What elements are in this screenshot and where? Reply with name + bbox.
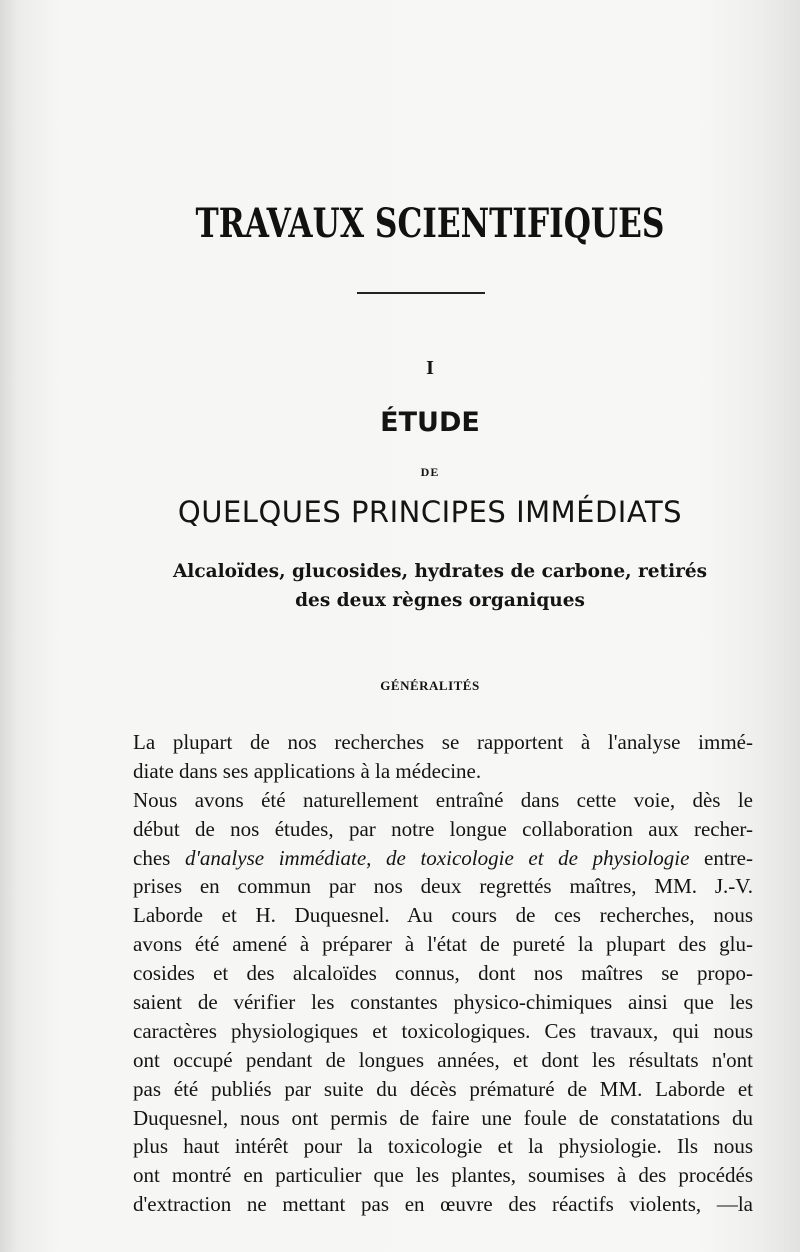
paragraph-line: diate dans ses applications à la médecine. [133, 758, 482, 783]
paragraph-line: Duquesnel, nous ont permis de faire une foule de constatations du [133, 1105, 753, 1130]
paragraph-line-with-italic [133, 844, 753, 873]
main-title: TRAVAUX SCIENTIFIQUES [195, 200, 665, 247]
paragraph-line: prises en commun par nos deux regrettés maîtres, MM. J.-V. [133, 874, 753, 899]
section-connector: DE [420, 465, 440, 479]
section-number: I [426, 357, 434, 379]
subtitle-line: Alcaloïdes, glucosides, hydrates de carbone, retirés [172, 561, 708, 582]
line-end: entre- [689, 845, 753, 870]
paragraph-line: La plupart de nos recherches se rapportent à l'analyse immé- [133, 730, 753, 754]
paragraph-line: saient de vérifier les constantes physico-chimiques ainsi que les [133, 990, 753, 1015]
paragraph-line: ont montré en particulier que les plantes, soumises à des procédés [133, 1163, 753, 1188]
section-title: ÉTUDE [380, 407, 480, 438]
paragraph-line: Nous avons été naturellement entraîné dans cette voie, dès le [133, 787, 753, 812]
section-subject: QUELQUES PRINCIPES IMMÉDIATS [177, 495, 683, 529]
paragraph-line: début de nos études, par notre longue collaboration aux recher- [133, 816, 753, 841]
paragraph-line: Laborde et H. Duquesnel. Au cours de ces recherches, nous [133, 903, 753, 928]
paragraph-line: ont occupé pendant de longues années, et dont les résultats n'ont [133, 1047, 753, 1072]
paragraph-line: plus haut intérêt pour la toxicologie et la physiologie. Ils nous [133, 1134, 753, 1159]
subtitle-line: des deux règnes organiques [295, 590, 585, 611]
title-divider [357, 292, 485, 294]
paragraph-line: avons été amené à préparer à l'état de pureté la plupart des glu- [133, 932, 753, 957]
subheading-generalites: GÉNÉRALITÉS [380, 678, 480, 693]
body-text [133, 728, 753, 1219]
paragraph-line: caractères physiologiques et toxicologiques. Ces travaux, qui nous [133, 1018, 753, 1043]
section-subtitle [140, 557, 740, 615]
italic-phrase: d'analyse immédiate, de toxicologie et de physiologie [184, 845, 690, 870]
paragraph-line: cosides et des alcaloïdes connus, dont nos maîtres se propo- [133, 961, 753, 986]
line-start: ches [133, 845, 185, 870]
paragraph-line: pas été publiés par suite du décès prématuré de MM. Laborde et [133, 1076, 753, 1101]
paragraph-line: d'extraction ne mettant pas en œuvre des réactifs violents, —la [133, 1192, 753, 1217]
